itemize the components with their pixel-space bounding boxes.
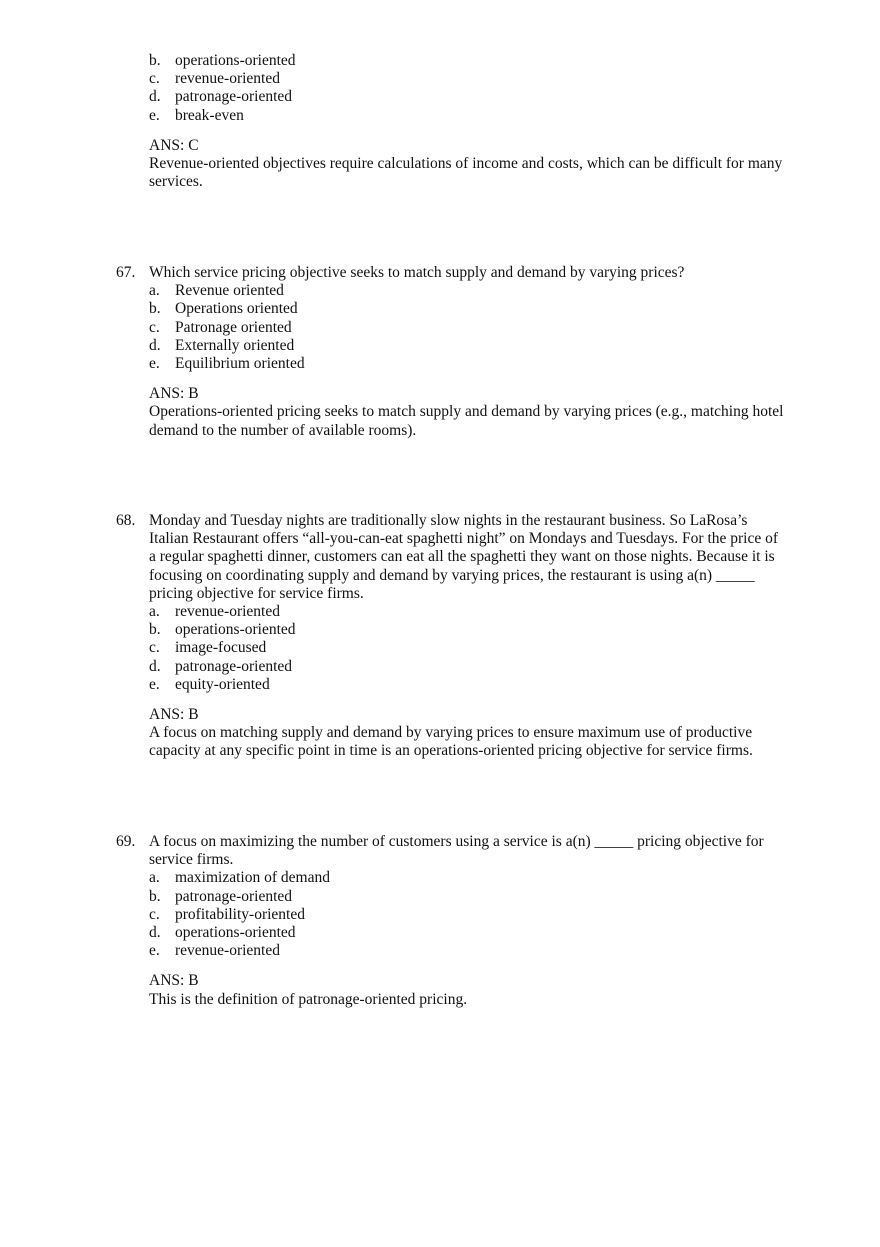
question-line: Italian Restaurant offers “all-you-can-eat spaghetti night” on Mondays and Tuesdays. For the price of <box>149 530 779 548</box>
option-letter: b. <box>149 887 161 905</box>
question-text <box>149 264 809 282</box>
option-a <box>149 869 880 887</box>
question-line: Which service pricing objective seeks to match supply and demand by varying prices? <box>149 264 685 281</box>
option-text: Patronage oriented <box>175 318 292 336</box>
option-letter: c. <box>149 639 160 657</box>
option-text: patronage-oriented <box>175 88 293 106</box>
answer-explanation <box>149 155 880 191</box>
answer-key: ANS: C <box>149 136 199 154</box>
option-text: equity-oriented <box>175 675 270 693</box>
explanation-line: Revenue-oriented objectives require calculations of income and costs, which can be difficult for many <box>149 155 783 173</box>
explanation-line: capacity at any specific point in time is an operations-oriented pricing objective for service firms. <box>149 742 753 760</box>
option-e <box>149 355 880 373</box>
options-list <box>149 282 880 373</box>
option-e <box>149 107 880 125</box>
option-c <box>149 906 880 924</box>
option-d <box>149 658 880 676</box>
options-list <box>149 869 880 960</box>
option-letter: e. <box>149 675 160 693</box>
explanation-line: services. <box>149 173 203 191</box>
option-letter: d. <box>149 924 161 942</box>
question-stem <box>0 264 880 282</box>
option-text: Revenue oriented <box>175 282 284 300</box>
option-letter: e. <box>149 942 160 960</box>
option-b <box>149 888 880 906</box>
question-line: Monday and Tuesday nights are traditionally slow nights in the restaurant business. So LaRosa’s <box>149 512 748 529</box>
option-b <box>149 52 880 70</box>
option-text: operations-oriented <box>175 52 296 69</box>
option-c <box>149 70 880 88</box>
option-text: maximization of demand <box>175 869 330 887</box>
option-c <box>149 319 880 337</box>
option-d <box>149 88 880 106</box>
option-text: revenue-oriented <box>175 942 280 960</box>
option-text: patronage-oriented <box>175 657 293 675</box>
option-a <box>149 282 880 300</box>
answer-key: ANS: B <box>149 385 199 403</box>
option-letter: b. <box>149 621 161 639</box>
question-number: 68. <box>116 512 136 529</box>
option-text: revenue-oriented <box>175 603 280 621</box>
option-text: profitability-oriented <box>175 905 305 923</box>
question-number: 69. <box>116 833 136 850</box>
option-text: revenue-oriented <box>175 70 280 88</box>
question-text <box>149 833 809 869</box>
options-list <box>149 52 880 125</box>
option-letter: a. <box>149 603 160 621</box>
options-list <box>149 603 880 694</box>
option-letter: c. <box>149 318 160 336</box>
question-line: service firms. <box>149 851 234 869</box>
question-66-continuation <box>0 52 880 191</box>
option-letter: e. <box>149 355 160 373</box>
option-text: operations-oriented <box>175 924 296 942</box>
option-letter: d. <box>149 336 161 354</box>
question-stem <box>0 833 880 869</box>
option-text: Equilibrium oriented <box>175 355 305 373</box>
question-line: a regular spaghetti dinner, customers can eat all the spaghetti they want on those nights. Because it is <box>149 548 775 566</box>
question-line: A focus on maximizing the number of customers using a service is a(n) _____ pricing objective for <box>149 833 764 850</box>
option-letter: c. <box>149 905 160 923</box>
option-text: Externally oriented <box>175 336 295 354</box>
option-letter: c. <box>149 70 160 88</box>
option-text: Operations oriented <box>175 300 298 318</box>
option-d <box>149 924 880 942</box>
explanation-line: demand to the number of available rooms). <box>149 421 417 439</box>
option-letter: e. <box>149 106 160 124</box>
option-letter: d. <box>149 657 161 675</box>
question-67 <box>0 264 880 440</box>
question-68 <box>0 512 880 761</box>
explanation-line: A focus on matching supply and demand by varying prices to ensure maximum use of productive <box>149 724 753 742</box>
option-text: image-focused <box>175 639 267 657</box>
option-letter: a. <box>149 282 160 300</box>
option-letter: b. <box>149 300 161 318</box>
option-b <box>149 621 880 639</box>
question-number: 67. <box>116 264 136 281</box>
answer-key: ANS: B <box>149 706 199 724</box>
option-e <box>149 676 880 694</box>
answer-explanation <box>149 724 880 760</box>
explanation-line: This is the definition of patronage-oriented pricing. <box>149 990 468 1008</box>
question-text <box>149 512 809 603</box>
question-69 <box>0 833 880 1009</box>
option-text: patronage-oriented <box>175 887 293 905</box>
option-text: operations-oriented <box>175 621 296 639</box>
option-c <box>149 639 880 657</box>
explanation-line: Operations-oriented pricing seeks to match supply and demand by varying prices (e.g., matching hotel <box>149 403 784 421</box>
option-letter: b. <box>149 52 161 69</box>
option-letter: a. <box>149 869 160 887</box>
answer-key: ANS: B <box>149 972 199 990</box>
question-stem <box>0 512 880 603</box>
answer-explanation <box>149 403 880 439</box>
answer-explanation <box>149 991 880 1009</box>
option-d <box>149 337 880 355</box>
question-line: focusing on coordinating supply and demand by varying prices, the restaurant is using a(n) _____ <box>149 566 755 584</box>
option-b <box>149 300 880 318</box>
option-e <box>149 942 880 960</box>
question-line: pricing objective for service firms. <box>149 584 364 602</box>
option-text: break-even <box>175 106 244 124</box>
option-a <box>149 603 880 621</box>
option-letter: d. <box>149 88 161 106</box>
